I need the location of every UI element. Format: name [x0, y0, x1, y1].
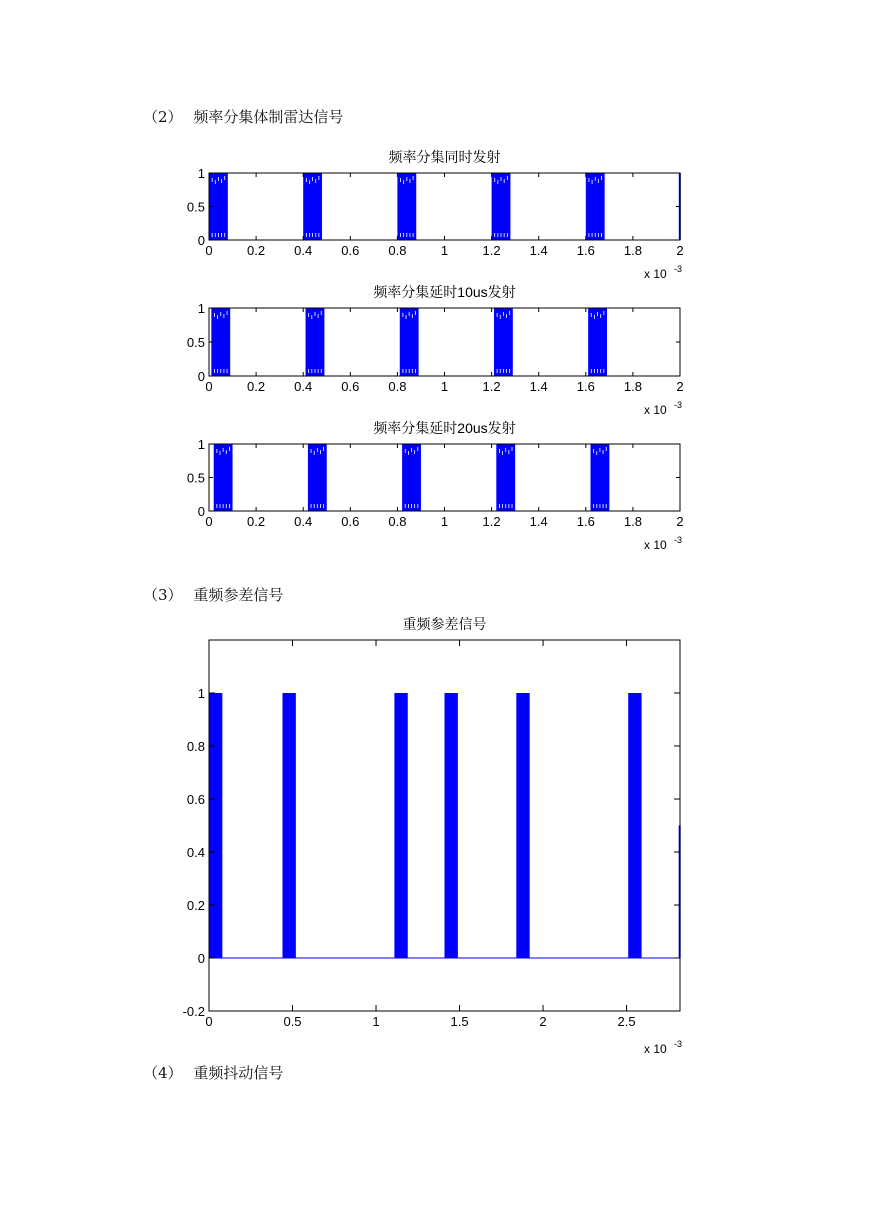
- signal-series: [209, 173, 681, 240]
- pulse-bar: [628, 693, 641, 958]
- y-tick-label: 0: [197, 504, 205, 519]
- y-tick-label: 0.8: [186, 739, 205, 754]
- pulse-burst: [492, 173, 511, 240]
- x-tick-label: 0.6: [341, 379, 360, 394]
- x-tick-label: 1.6: [576, 514, 595, 529]
- pulse-burst: [588, 308, 607, 376]
- axes-box: [209, 308, 680, 376]
- chart-title: 频率分集同时发射: [388, 149, 501, 165]
- pulse-burst: [496, 444, 515, 511]
- x-tick-label: 0.8: [388, 243, 407, 258]
- x-tick-label: 0.8: [388, 514, 407, 529]
- x-tick-label: 0.2: [247, 243, 266, 258]
- x-tick-label: 1.4: [529, 379, 548, 394]
- y-tick-label: 1: [197, 686, 205, 701]
- y-tick-label: 1: [197, 166, 205, 181]
- chart-4: [183, 616, 682, 1056]
- x-exponent: -3: [674, 400, 683, 410]
- section-number: （4）: [143, 1064, 183, 1082]
- x-exponent: -3: [674, 535, 683, 545]
- x-tick-label: 2.5: [617, 1014, 636, 1029]
- x-tick-label: 1: [440, 379, 449, 394]
- x-tick-label: 0.4: [294, 514, 313, 529]
- pulse-bar: [445, 693, 458, 958]
- x-tick-label: 0: [205, 1014, 213, 1029]
- x-exponent: -3: [674, 1039, 683, 1049]
- pulse-burst: [591, 444, 610, 511]
- pulse-burst: [397, 173, 416, 240]
- pulse-burst: [402, 444, 421, 511]
- pulse-burst: [306, 308, 325, 376]
- x-tick-label: 1: [372, 1014, 380, 1029]
- x-tick-label: 2: [676, 379, 684, 394]
- pulse-bar: [209, 693, 222, 958]
- chart-title: 频率分集延时10us发射: [373, 284, 516, 300]
- x-multiplier: x 10: [644, 267, 667, 281]
- chart-1: [187, 149, 684, 281]
- y-tick-label: 0.4: [186, 845, 205, 860]
- pulse-burst: [303, 173, 322, 240]
- pulse-burst: [400, 308, 419, 376]
- x-multiplier: x 10: [644, 1042, 667, 1056]
- x-tick-label: 0.4: [294, 243, 313, 258]
- x-tick-label: 1: [440, 514, 449, 529]
- y-tick-label: 0.2: [186, 898, 205, 913]
- x-multiplier: x 10: [644, 403, 667, 417]
- x-tick-label: 2: [676, 243, 684, 258]
- x-tick-label: 1.6: [576, 379, 595, 394]
- x-multiplier: x 10: [644, 538, 667, 552]
- pulse-bar: [394, 693, 407, 958]
- x-exponent: -3: [674, 264, 683, 274]
- y-tick-label: 1: [197, 301, 205, 316]
- x-tick-label: 0.4: [294, 379, 313, 394]
- x-tick-label: 2: [676, 514, 684, 529]
- x-tick-label: 1.4: [529, 243, 548, 258]
- y-tick-label: 0: [197, 233, 205, 248]
- signal-series: [214, 444, 610, 511]
- x-tick-label: 1.5: [450, 1014, 469, 1029]
- x-tick-label: 0.5: [283, 1014, 302, 1029]
- pulse-burst: [214, 444, 233, 511]
- y-tick-label: 0: [197, 951, 205, 966]
- y-tick-label: 1: [197, 437, 205, 452]
- x-tick-label: 0.8: [388, 379, 407, 394]
- section-title: 重频参差信号: [193, 586, 284, 604]
- x-tick-label: 0: [205, 243, 213, 258]
- x-tick-label: 1.2: [482, 243, 501, 258]
- section-number: （3）: [143, 586, 183, 604]
- y-tick-label: 0.6: [186, 792, 205, 807]
- x-tick-label: 1.2: [482, 379, 501, 394]
- chart-title: 重频参差信号: [402, 616, 487, 632]
- section-number: （2）: [143, 108, 183, 126]
- pulse-burst: [494, 308, 513, 376]
- x-tick-label: 1: [440, 243, 449, 258]
- pulse-burst: [586, 173, 605, 240]
- pulse-burst: [211, 308, 230, 376]
- y-tick-label: 0: [197, 369, 205, 384]
- chart-2: [187, 284, 684, 417]
- chart-3: [187, 420, 684, 552]
- y-tick-label: 0.5: [186, 335, 205, 350]
- x-tick-label: 1.8: [623, 514, 642, 529]
- x-tick-label: 0.2: [247, 379, 266, 394]
- section-title: 重频抖动信号: [193, 1064, 284, 1082]
- x-tick-label: 1.6: [576, 243, 595, 258]
- x-tick-label: 0.2: [247, 514, 266, 529]
- section-title: 频率分集体制雷达信号: [193, 108, 344, 126]
- pulse-bar: [516, 693, 529, 958]
- x-tick-label: 0: [205, 379, 213, 394]
- x-tick-label: 1.8: [623, 243, 642, 258]
- axes-box: [209, 173, 680, 240]
- pulse-bar: [282, 693, 295, 958]
- x-tick-label: 0: [205, 514, 213, 529]
- x-tick-label: 0.6: [341, 243, 360, 258]
- signal-series: [209, 693, 681, 958]
- x-tick-label: 0.6: [341, 514, 360, 529]
- x-tick-label: 1.4: [529, 514, 548, 529]
- chart-title: 频率分集延时20us发射: [373, 420, 516, 436]
- y-tick-label: -0.2: [182, 1004, 205, 1019]
- y-tick-label: 0.5: [186, 199, 205, 215]
- x-tick-label: 1.8: [623, 379, 642, 394]
- x-tick-label: 1.2: [482, 514, 501, 529]
- y-tick-label: 0.5: [186, 470, 205, 486]
- x-tick-label: 2: [539, 1014, 547, 1029]
- pulse-burst: [308, 444, 327, 511]
- signal-series: [211, 308, 607, 376]
